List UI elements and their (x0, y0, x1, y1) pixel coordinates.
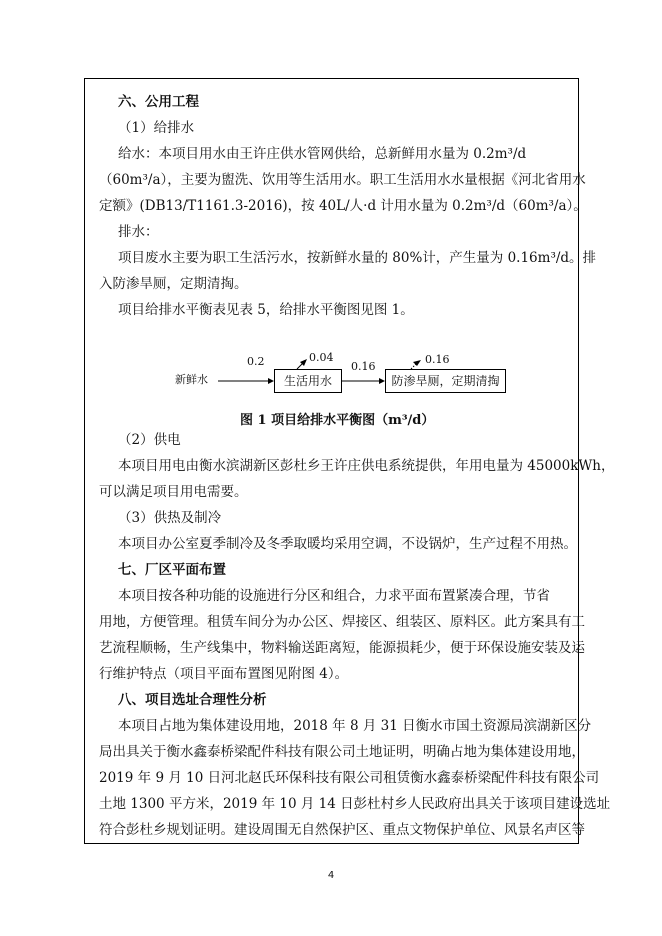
arrowhead-4 (413, 360, 421, 366)
drainage-line-2: 入防渗旱厕，定期清掏。 (99, 276, 248, 292)
section-7-heading: 七、厂区平面布置 (118, 562, 226, 578)
loss-value-2: 0.16 (425, 353, 450, 366)
dry-toilet-box: 防渗旱厕，定期清掏 (385, 369, 506, 393)
page-number: 4 (327, 870, 335, 881)
site-line-1: 本项目占地为集体建设用地，2018 年 8 月 31 日衡水市国土资源局滨湖新区分 (118, 718, 592, 734)
power-line-1: 本项目用电由衡水滨湖新区彭杜乡王许庄供电系统提供，年用电量为 45000kWh， (118, 458, 615, 474)
layout-line-1: 本项目按各种功能的设施进行分区和组合，力求平面布置紧凑合理，节省 (118, 588, 550, 604)
water-supply-line-3: 定额》(DB13/T1161.3-2016)，按 40L/人·d 计用水量为 0.2m³/d（60m³/a）。 (99, 198, 587, 214)
domestic-water-box: 生活用水 (274, 369, 342, 393)
fresh-water-label: 新鲜水 (175, 373, 208, 386)
site-line-5: 符合彭杜乡规划证明。建设周围无自然保护区、重点文物保护单位、风景名声区等 (99, 822, 585, 838)
power-subheading: （2）供电 (118, 432, 181, 448)
balance-reference: 项目给排水平衡表见表 5，给排水平衡图见图 1。 (118, 302, 414, 318)
layout-line-4: 行维护特点（项目平面布置图见附图 4）。 (99, 666, 349, 682)
layout-line-3: 艺流程顺畅，生产线集中，物料输送距离短，能源损耗少，便于环保设施安装及运 (99, 640, 585, 656)
water-subheading: （1）给排水 (118, 120, 195, 136)
document-frame (84, 78, 615, 844)
site-line-4: 土地 1300 平方米，2019 年 10 月 14 日彭杜村乡人民政府出具关于该项目建设选址 (99, 796, 611, 812)
arrowhead-2 (379, 378, 385, 384)
loss-value-1: 0.04 (309, 351, 334, 364)
site-line-3: 2019 年 9 月 10 日河北赵氏环保科技有限公司租赁衡水鑫泰桥梁配件科技有限公司 (99, 770, 600, 786)
transfer-value: 0.16 (351, 360, 376, 373)
supply-text: 本项目用水由王许庄供水管网供给，总新鲜用水量为 0.2m³/d (158, 146, 527, 162)
arrowhead-1 (268, 378, 274, 384)
heating-subheading: （3）供热及制冷 (118, 510, 222, 526)
site-line-2: 局出具关于衡水鑫泰桥梁配件科技有限公司土地证明，明确占地为集体建设用地， (99, 744, 585, 760)
figure-caption: 图 1 项目给排水平衡图（m³/d） (240, 413, 435, 428)
power-line-2: 可以满足项目用电需要。 (99, 484, 248, 500)
section-6-heading: 六、公用工程 (118, 94, 199, 110)
inflow-value: 0.2 (247, 355, 265, 368)
section-8-heading: 八、项目选址合理性分析 (118, 692, 267, 708)
arrow-loss-2 (411, 364, 416, 369)
supply-label: 给水： (118, 146, 159, 162)
drainage-line-1: 项目废水主要为职工生活污水，按新鲜水量的 80%计，产生量为 0.16m³/d。排 (118, 250, 597, 266)
drainage-label: 排水： (118, 224, 159, 240)
water-supply-line-2: （60m³/a），主要为盥洗、饮用等生活用水。职工生活用水水量根据《河北省用水 (99, 172, 586, 188)
heating-line-1: 本项目办公室夏季制冷及冬季取暖均采用空调，不设锅炉，生产过程不用热。 (118, 536, 577, 552)
layout-line-2: 用地，方便管理。租赁车间分为办公区、焊接区、组装区、原料区。此方案具有工 (99, 614, 585, 630)
